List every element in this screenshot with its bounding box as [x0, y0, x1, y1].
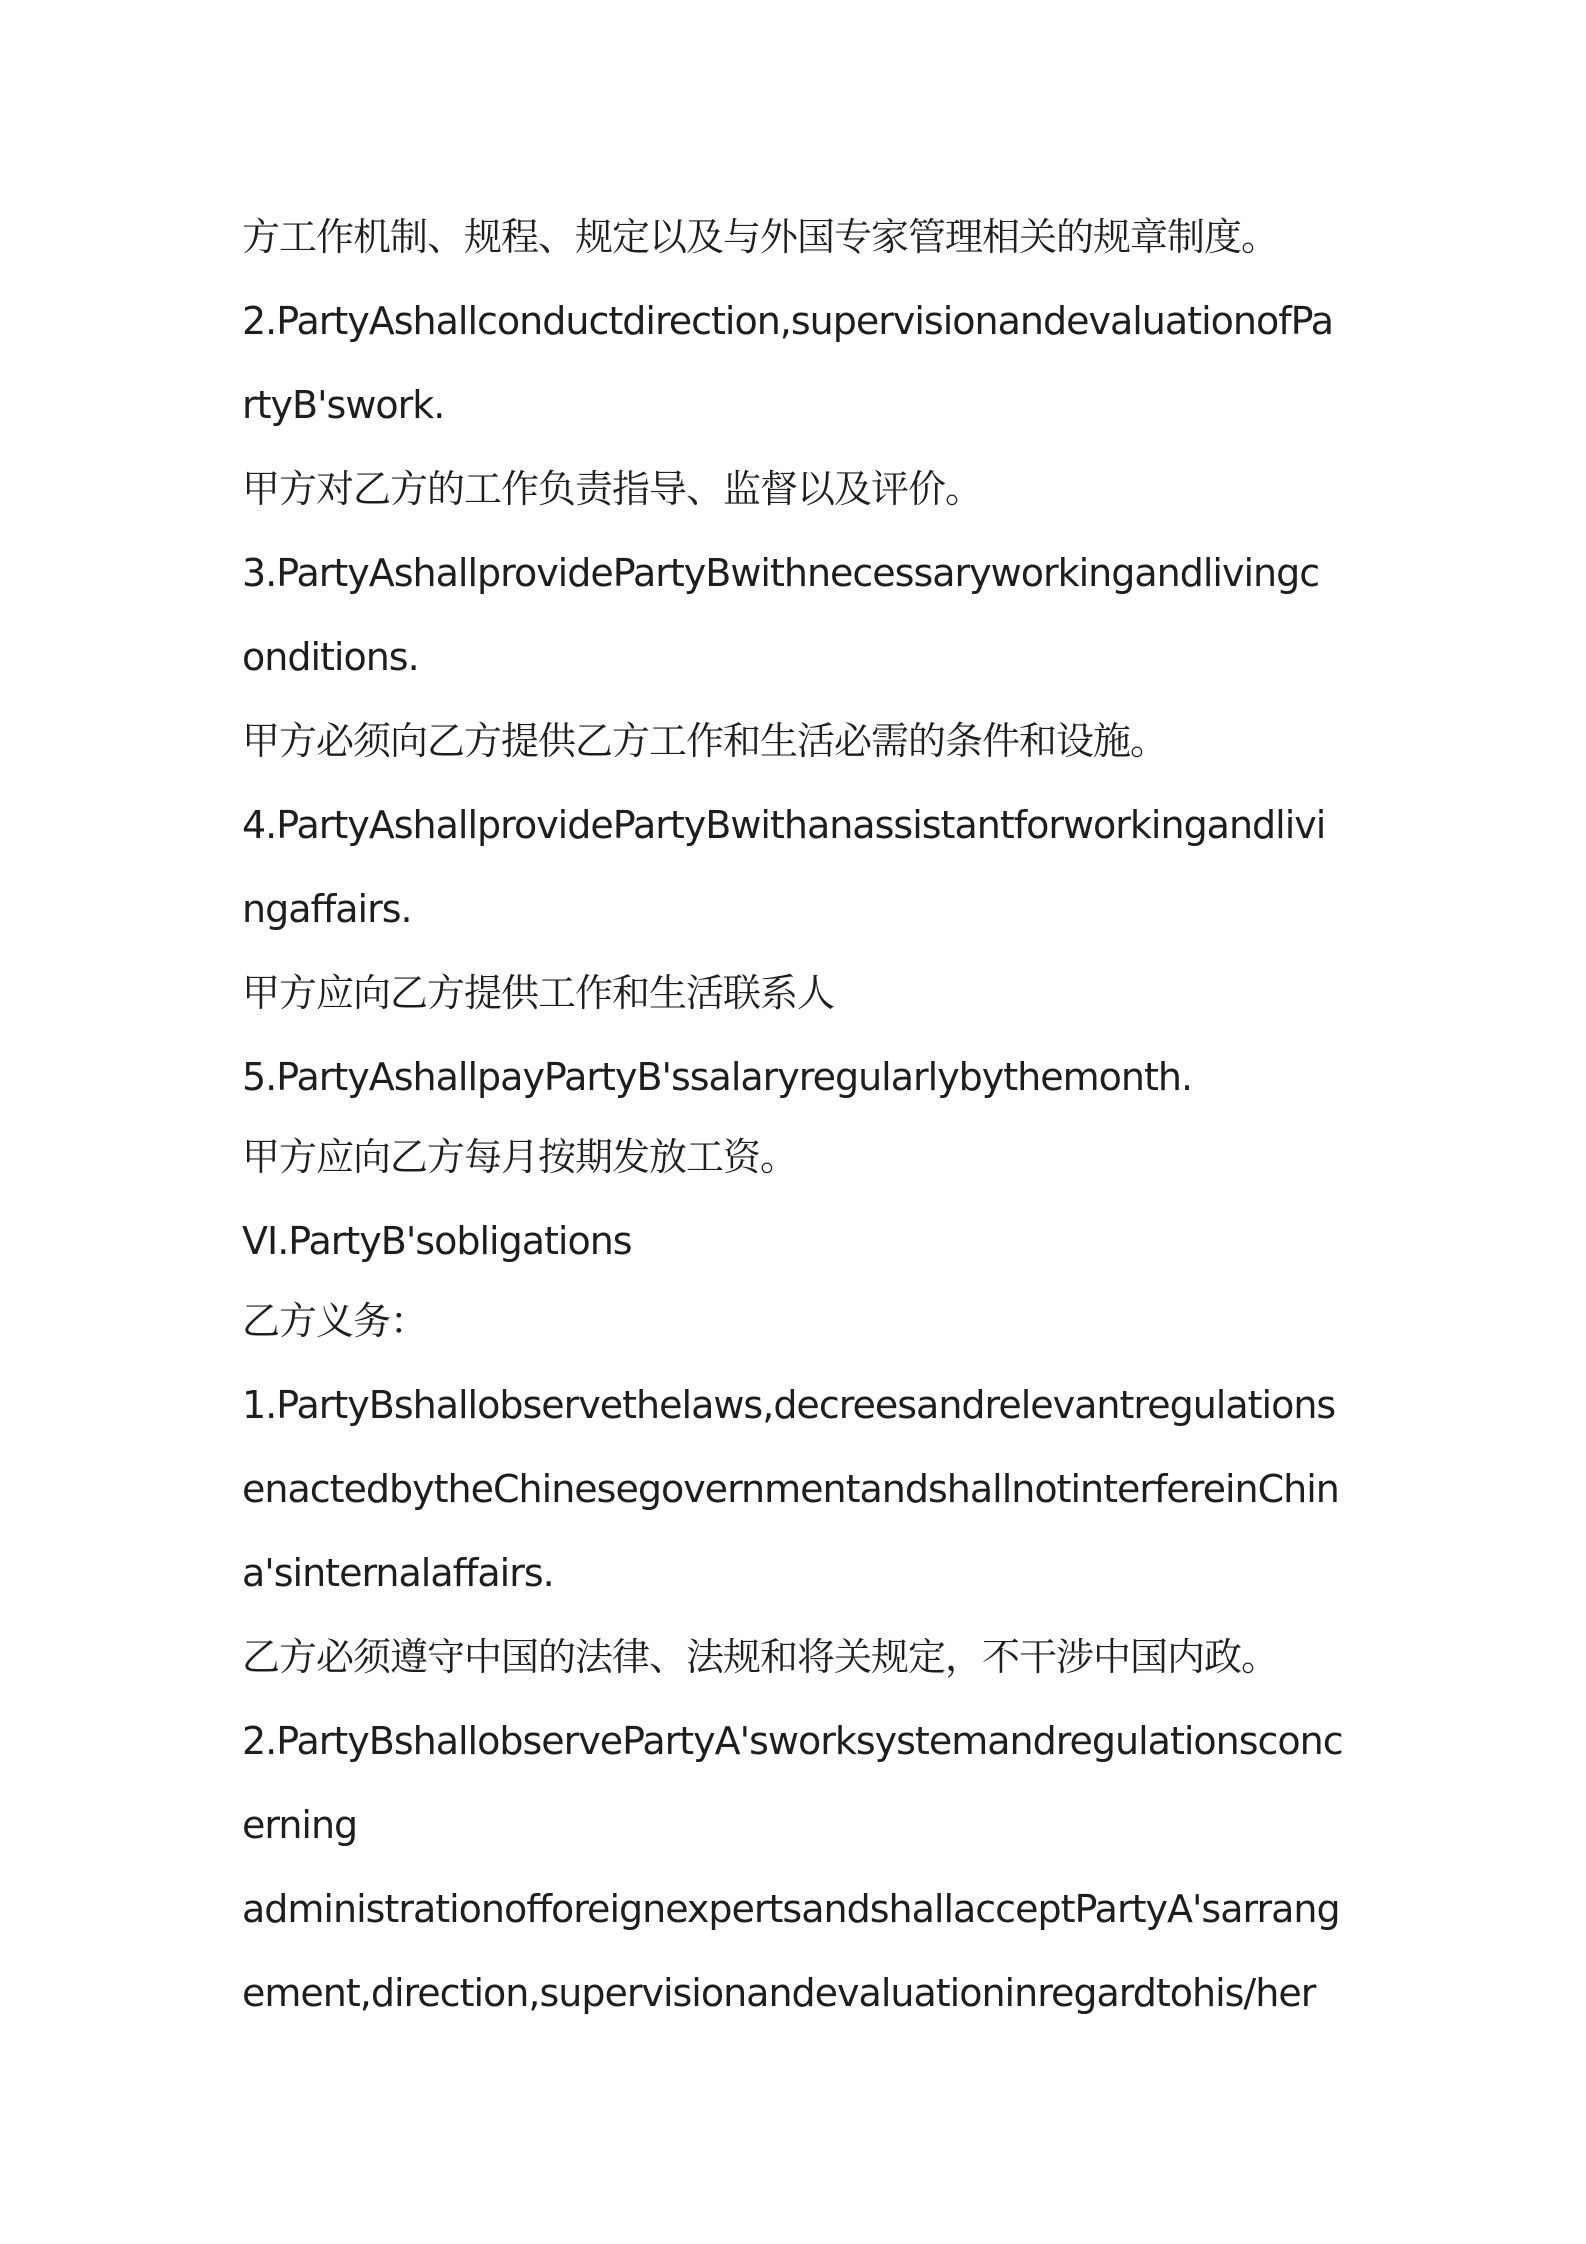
text-line: 5.PartyAshallpayPartyB'ssalaryregularlybythemonth.: [242, 1055, 1193, 1099]
text-line: ngaffairs.: [242, 887, 412, 931]
document-body: [242, 195, 1362, 2035]
text-line: ement,direction,supervisionandevaluationinregardtohis/her: [242, 1971, 1316, 2015]
text-line: 2.PartyAshallconductdirection,supervisionandevaluationofPa: [242, 299, 1334, 343]
text-line: erning: [242, 1803, 358, 1847]
text-line: onditions.: [242, 635, 419, 679]
text-line: 4.PartyAshallprovidePartyBwithanassistantforworkingandlivi: [242, 803, 1326, 847]
text-line: 甲方应向乙方每月按期发放工资。: [242, 1135, 798, 1179]
text-line: 1.PartyBshallobservethelaws,decreesandrelevantregulations: [242, 1383, 1336, 1427]
text-line: enactedbytheChinesegovernmentandshallnotinterfereinChin: [242, 1467, 1339, 1511]
text-line: 乙方必须遵守中国的法律、法规和将关规定，不干涉中国内政。: [242, 1635, 1279, 1679]
text-line: 方工作机制、规程、规定以及与外国专家管理相关的规章制度。: [242, 215, 1279, 259]
text-line: 甲方必须向乙方提供乙方工作和生活必需的条件和设施。: [242, 719, 1168, 763]
text-line: 甲方应向乙方提供工作和生活联系人: [242, 971, 835, 1015]
text-line: rtyB'swork.: [242, 383, 445, 427]
text-line: administrationofforeignexpertsandshallacceptPartyA'sarrang: [242, 1887, 1340, 1931]
section-heading-zh: 乙方义务：: [242, 1299, 428, 1343]
text-line: a'sinternalaffairs.: [242, 1551, 554, 1595]
text-line: 3.PartyAshallprovidePartyBwithnecessaryworkingandlivingc: [242, 551, 1320, 595]
section-heading: VI.PartyB'sobligations: [242, 1219, 632, 1263]
text-line: 2.PartyBshallobservePartyA'sworksystemandregulationsconc: [242, 1719, 1343, 1763]
text-line: 甲方对乙方的工作负责指导、监督以及评价。: [242, 467, 983, 511]
